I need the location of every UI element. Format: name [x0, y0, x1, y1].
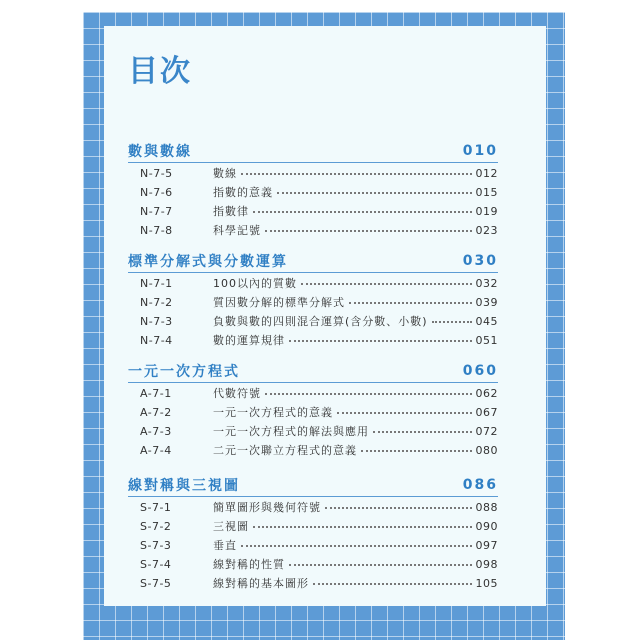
- entry-title: 負數與數的四則混合運算(含分數、小數): [213, 315, 428, 328]
- entry-code: N-7-5: [140, 166, 173, 180]
- leader-dots: [373, 430, 472, 433]
- leader-dots: [361, 449, 472, 452]
- leader-dots: [432, 320, 472, 323]
- toc-entry[interactable]: [140, 517, 498, 535]
- toc-entry[interactable]: [140, 536, 498, 554]
- entry-code: S-7-5: [140, 576, 172, 590]
- entry-page: 045: [475, 314, 498, 328]
- section-title: 標準分解式與分數運算: [128, 254, 288, 270]
- entry-title: 指數律: [213, 205, 249, 218]
- section-title: 一元一次方程式: [128, 364, 240, 380]
- entry-title: 指數的意義: [213, 186, 273, 199]
- entry-code: N-7-7: [140, 204, 173, 218]
- leader-dots: [253, 525, 472, 528]
- entry-page: 105: [475, 576, 498, 590]
- entry-title: 線對稱的基本圖形: [213, 577, 309, 590]
- toc-entry[interactable]: [140, 384, 498, 402]
- entry-code: N-7-1: [140, 276, 173, 290]
- toc-entry[interactable]: [140, 274, 498, 292]
- toc-entry[interactable]: [140, 164, 498, 182]
- entry-page: 072: [475, 424, 498, 438]
- entry-page: 067: [475, 405, 498, 419]
- toc-entry[interactable]: [140, 221, 498, 239]
- toc-entry[interactable]: [140, 331, 498, 349]
- leader-dots: [289, 339, 472, 342]
- entry-title: 科學記號: [213, 224, 261, 237]
- section-header: [128, 474, 498, 497]
- entry-code: N-7-8: [140, 223, 173, 237]
- entry-code: N-7-2: [140, 295, 173, 309]
- entry-title: 一元一次方程式的解法與應用: [213, 425, 369, 438]
- entry-page: 062: [475, 386, 498, 400]
- entry-title: 代數符號: [213, 387, 261, 400]
- entry-title: 三視圖: [213, 520, 249, 533]
- leader-dots: [325, 506, 472, 509]
- leader-dots: [313, 582, 472, 585]
- toc-entry[interactable]: [140, 498, 498, 516]
- leader-dots: [289, 563, 472, 566]
- entry-code: A-7-1: [140, 386, 172, 400]
- entry-page: 051: [475, 333, 498, 347]
- toc-entry[interactable]: [140, 403, 498, 421]
- entry-code: N-7-6: [140, 185, 173, 199]
- entry-page: 090: [475, 519, 498, 533]
- entry-title: 數的運算規律: [213, 334, 285, 347]
- toc-entry[interactable]: [140, 202, 498, 220]
- entry-code: A-7-3: [140, 424, 172, 438]
- toc-entry[interactable]: [140, 183, 498, 201]
- section-header: [128, 360, 498, 383]
- entry-code: S-7-1: [140, 500, 172, 514]
- entry-code: A-7-2: [140, 405, 172, 419]
- entry-page: 098: [475, 557, 498, 571]
- leader-dots: [337, 411, 472, 414]
- toc-entry[interactable]: [140, 555, 498, 573]
- entry-page: 097: [475, 538, 498, 552]
- entry-title: 線對稱的性質: [213, 558, 285, 571]
- leader-dots: [241, 172, 472, 175]
- leader-dots: [277, 191, 472, 194]
- section-title: 線對稱與三視圖: [128, 478, 240, 494]
- entry-code: A-7-4: [140, 443, 172, 457]
- leader-dots: [349, 301, 472, 304]
- entry-page: 015: [475, 185, 498, 199]
- page-title: 目次: [128, 54, 192, 89]
- entry-title: 質因數分解的標準分解式: [213, 296, 345, 309]
- entry-code: S-7-2: [140, 519, 172, 533]
- entry-title: 一元一次方程式的意義: [213, 406, 333, 419]
- entry-page: 019: [475, 204, 498, 218]
- entry-page: 088: [475, 500, 498, 514]
- entry-page: 012: [475, 166, 498, 180]
- entry-code: N-7-3: [140, 314, 173, 328]
- toc-entry[interactable]: [140, 312, 498, 330]
- entry-title: 簡單圖形與幾何符號: [213, 501, 321, 514]
- entry-code: S-7-4: [140, 557, 172, 571]
- entry-page: 039: [475, 295, 498, 309]
- toc-entry[interactable]: [140, 574, 498, 592]
- section-page: 060: [462, 363, 498, 379]
- leader-dots: [265, 229, 472, 232]
- entry-title: 100以內的質數: [213, 277, 297, 290]
- entry-title: 數線: [213, 167, 237, 180]
- entry-title: 垂直: [213, 539, 237, 552]
- section-page: 086: [462, 477, 498, 493]
- toc-entry[interactable]: [140, 422, 498, 440]
- entry-page: 032: [475, 276, 498, 290]
- section-header: [128, 140, 498, 163]
- entry-page: 080: [475, 443, 498, 457]
- leader-dots: [301, 282, 472, 285]
- section-title: 數與數線: [128, 144, 192, 160]
- section-page: 030: [462, 253, 498, 269]
- entry-page: 023: [475, 223, 498, 237]
- entry-title: 二元一次聯立方程式的意義: [213, 444, 357, 457]
- section-header: [128, 250, 498, 273]
- entry-code: N-7-4: [140, 333, 173, 347]
- leader-dots: [241, 544, 472, 547]
- entry-code: S-7-3: [140, 538, 172, 552]
- toc-entry[interactable]: [140, 441, 498, 459]
- section-page: 010: [462, 143, 498, 159]
- toc-entry[interactable]: [140, 293, 498, 311]
- leader-dots: [253, 210, 472, 213]
- leader-dots: [265, 392, 472, 395]
